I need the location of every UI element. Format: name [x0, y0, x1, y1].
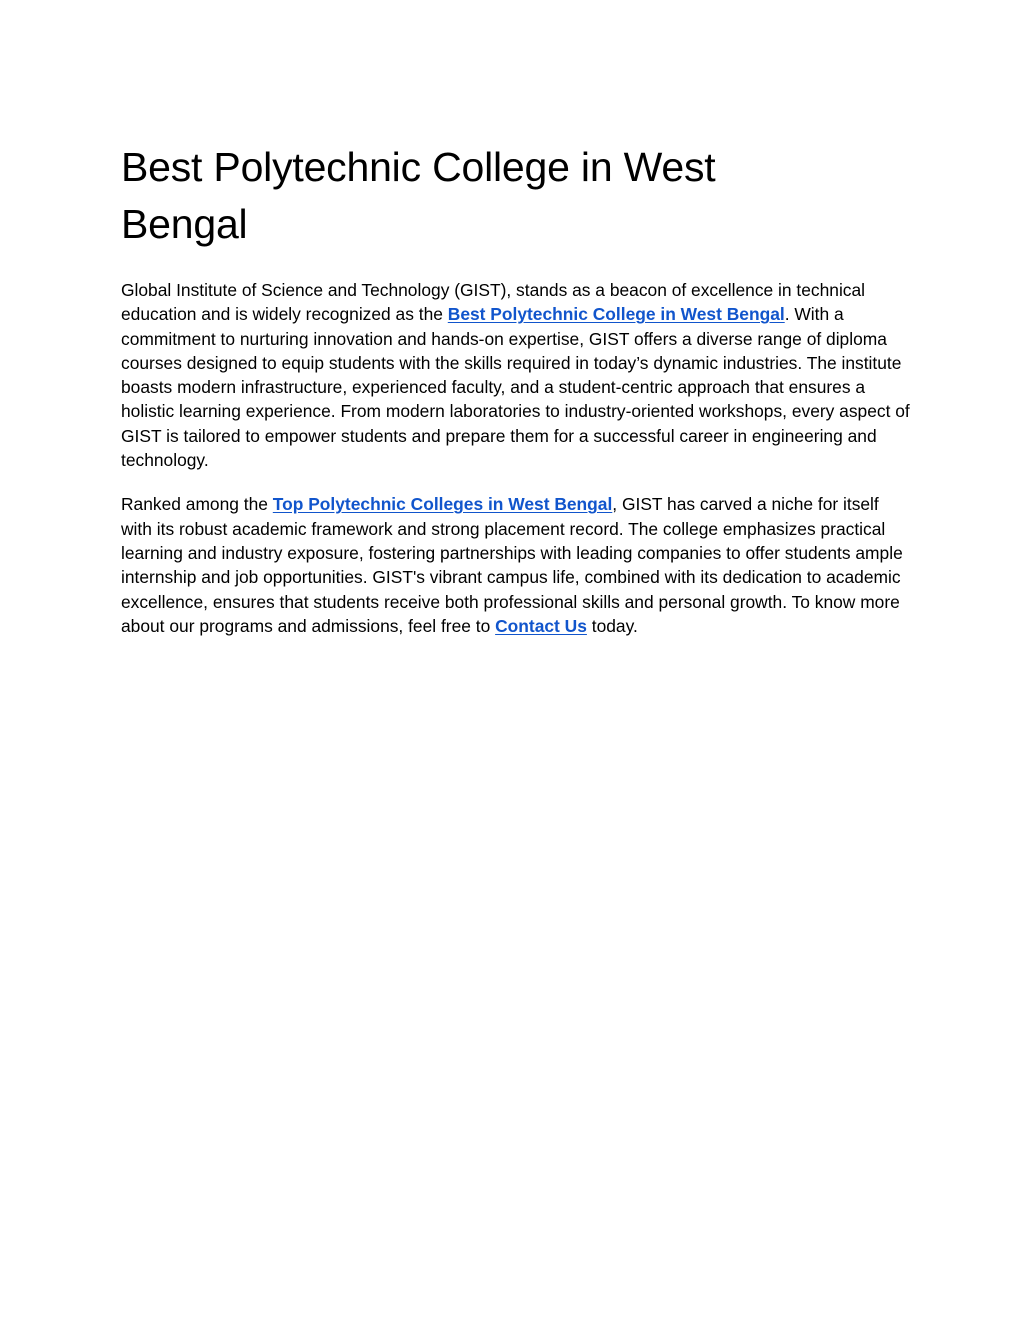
intro-text-after-link: . With a commitment to nurturing innovation and hands-on expertise, GIST offers a diverse range of diploma courses designed to equip students with the skills required in today’s dynamic industries. The institute boasts modern infrastructure, experienced faculty, and a student-centric approach that ensures a holistic learning experience. From modern laboratories to industry-oriented workshops, every aspect of GIST is tailored to empower students and prepare them for a successful career in engineering and technology. [121, 304, 910, 471]
ranking-text-after-link: today. [586, 615, 638, 636]
top-polytechnic-colleges-link[interactable]: Top Polytechnic Colleges in West Bengal [272, 494, 613, 515]
ranking-text-before-link: Ranked among the [121, 494, 273, 515]
page-title: Best Polytechnic College in West Bengal [121, 144, 716, 247]
intro-text-before-link: Global Institute of Science and Technology (GIST), stands as a beacon of excellence in technical education and is widely recognized as the [121, 280, 866, 325]
ranking-paragraph [121, 492, 911, 638]
document-page [121, 139, 911, 638]
intro-paragraph [121, 278, 911, 472]
best-polytechnic-link[interactable]: Best Polytechnic College in West Bengal [447, 304, 785, 325]
ranking-text-middle: , GIST has carved a niche for itself with its robust academic framework and strong placement record. The college emphasizes practical learning and industry exposure, fostering partnerships with leading companies to offer students ample internship and job opportunities. GIST's vibrant campus life, combined with its dedication to academic excellence, ensures that students receive both professional skills and personal growth. To know more about our programs and admissions, feel free to [121, 494, 903, 636]
contact-us-link[interactable]: Contact Us [495, 615, 587, 636]
